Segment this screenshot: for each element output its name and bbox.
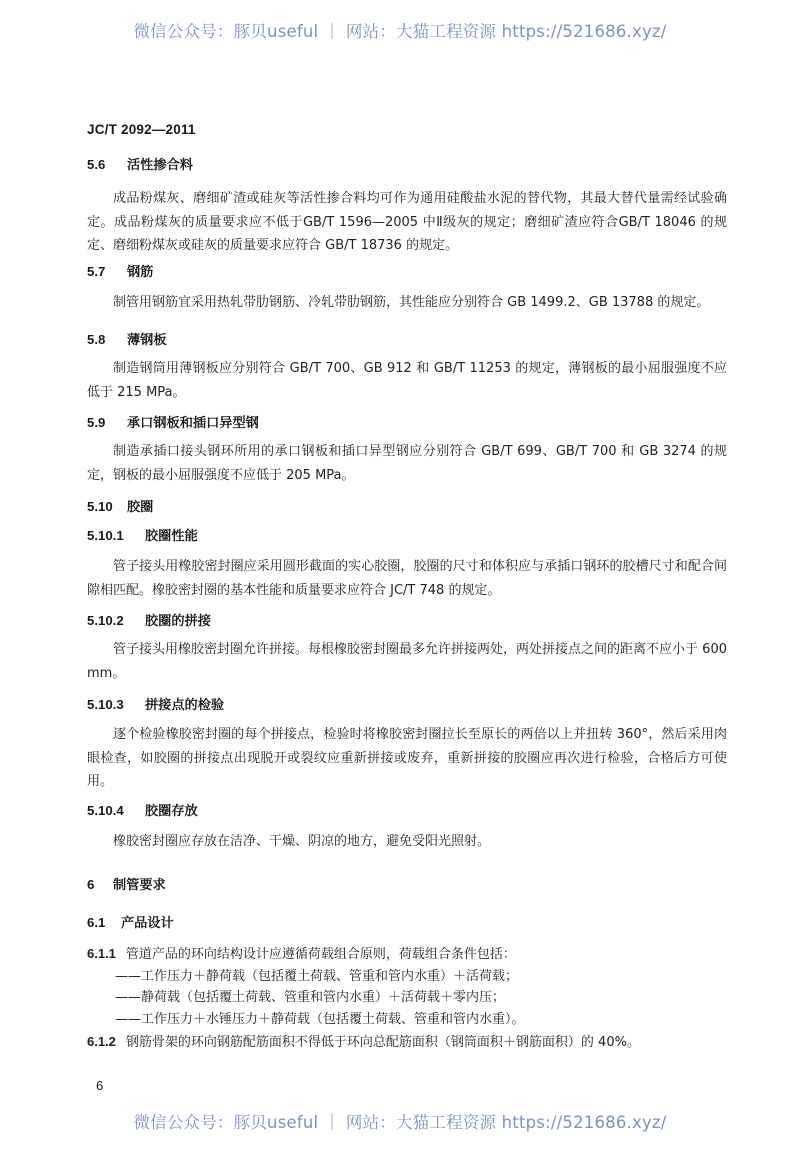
paragraph: 制管用钢筋宜采用热轧带肋钢筋、冷轧带肋钢筋，其性能应分别符合 GB 1499.2、GB 13788 的规定。 [113, 295, 710, 310]
list-item: ——工作压力＋静荷载（包括覆土荷载、管重和管内水重）＋活荷载； [115, 968, 519, 984]
section-5-9 [87, 414, 727, 433]
section-5-10 [87, 498, 727, 517]
clause-line: 6.1.1 管道产品的环向结构设计应遵循荷载组合原则，荷载组合条件包括： [87, 946, 516, 962]
section-heading: 5.6 活性掺合料 [87, 157, 193, 173]
section-heading: 5.10.2 胶圈的拼接 [87, 613, 211, 629]
section-5-6-body [87, 187, 727, 258]
section-6-1 [87, 914, 727, 933]
section-5-8-body [87, 357, 727, 404]
watermark-bottom: 微信公众号：豚贝useful ｜ 网站：大猫工程资源 https://521686.xyz/ [133, 1113, 667, 1132]
standard-code: JC/T 2092—2011 [87, 122, 196, 137]
list-item: ——静荷载（包括覆土荷载、管重和管内水重）＋活荷载＋零内压； [115, 990, 506, 1006]
section-5-10-3-body [87, 723, 727, 794]
section-heading: 5.10.1 胶圈性能 [87, 528, 198, 544]
paragraph: 管子接头用橡胶密封圈应采用圆形截面的实心胶圈，胶圈的尺寸和体积应与承插口钢环的胶槽尺寸和配合间隙相匹配。橡胶密封圈的基本性能和质量要求应符合 JC/T 748 的规定。 [87, 559, 727, 598]
paragraph: 橡胶密封圈应存放在洁净、干燥、阴凉的地方，避免受阳光照射。 [113, 834, 491, 849]
section-5-6 [87, 156, 727, 175]
paragraph: 管子接头用橡胶密封圈允许拼接。每根橡胶密封圈最多允许拼接两处，两处拼接点之间的距离不应小于 600 mm。 [87, 642, 727, 681]
page-number: 6 [96, 1078, 104, 1093]
paragraph: 成品粉煤灰、磨细矿渣或硅灰等活性掺合料均可作为通用硅酸盐水泥的替代物，其最大替代量需经试验确定。成品粉煤灰的质量要求应不低于GB/T 1596—2005 中Ⅱ级灰的规定；磨细矿渣应符合GB/T 18046 的规定、磨细粉煤灰或硅灰的质量要求应符合 GB/T 18736 的规定。 [87, 191, 727, 253]
section-heading: 5.10.3 拼接点的检验 [87, 697, 225, 713]
section-5-8 [87, 331, 727, 350]
section-5-7 [87, 263, 727, 282]
paragraph: 制造钢筒用薄钢板应分别符合 GB/T 700、GB 912 和 GB/T 11253 的规定，薄钢板的最小屈服强度不应低于 215 MPa。 [87, 361, 727, 400]
paragraph: 制造承插口接头钢环所用的承口钢板和插口异型钢应分别符合 GB/T 699、GB/T 700 和 GB 3274 的规定，钢板的最小屈服强度不应低于 205 MPa。 [87, 444, 727, 483]
section-heading: 5.10.4 胶圈存放 [87, 803, 198, 819]
section-5-7-body [87, 291, 727, 315]
clause-6-1-1 [87, 943, 727, 1054]
list-item: ——工作压力＋水锤压力＋静荷载（包括覆土荷载、管重和管内水重）。 [115, 1012, 525, 1028]
section-heading: 5.10 胶圈 [87, 499, 154, 515]
section-5-10-1 [87, 527, 727, 546]
section-5-10-4-body [87, 830, 727, 854]
clause-6-1-2: 6.1.2 钢筋骨架的环向钢筋配筋面积不得低于环向总配筋面积（钢筒面积＋钢筋面积）的 40%。 [87, 1033, 640, 1050]
section-heading: 5.8 薄钢板 [87, 332, 167, 348]
section-heading: 6.1 产品设计 [87, 915, 174, 931]
section-heading: 5.9 承口钢板和插口异型钢 [87, 415, 259, 431]
section-5-10-4 [87, 802, 727, 821]
section-6 [87, 876, 727, 895]
section-5-10-1-body [87, 555, 727, 602]
section-5-10-3 [87, 696, 727, 715]
section-5-10-2-body [87, 638, 727, 685]
watermark-top: 微信公众号：豚贝useful ｜ 网站：大猫工程资源 https://521686.xyz/ [133, 22, 667, 41]
paragraph: 逐个检验橡胶密封圈的每个拼接点，检验时将橡胶密封圈拉长至原长的两倍以上并扭转 360°，然后采用肉眼检查，如胶圈的拼接点出现脱开或裂纹应重新拼接或废弃，重新拼接的胶圈应再次进行检验，合格后方可使用。 [87, 727, 727, 789]
section-heading: 6 制管要求 [87, 877, 166, 893]
section-5-10-2 [87, 612, 727, 631]
section-heading: 5.7 钢筋 [87, 264, 154, 280]
section-5-9-body [87, 440, 727, 487]
